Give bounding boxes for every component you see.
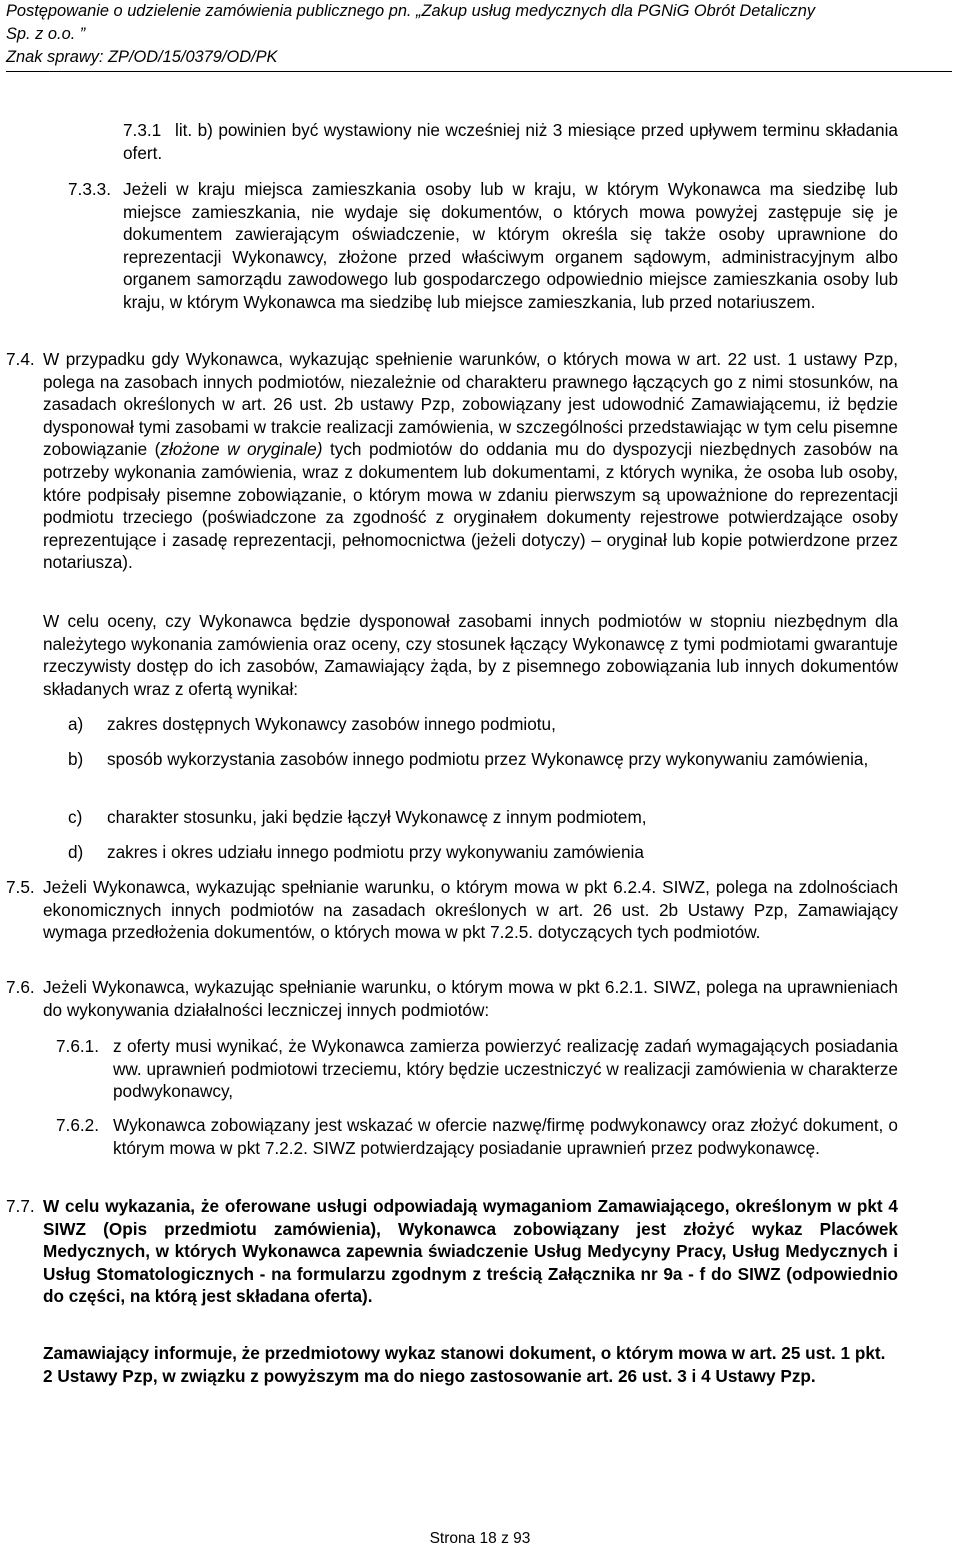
list-item-label: c)	[68, 807, 83, 827]
section-7-5-text: Jeżeli Wykonawca, wykazując spełnianie warunku, o którym mowa w pkt 6.2.4. SIWZ, polega na zdolnościach ekonomicznych innych podmiotów na zasadach określonych w art. 26 ust. 2b Ustawy Pzp, Zamawiający wymaga przedłożenia dokumentów, o których mowa w pkt 7.2.5. dotyczących tych podmiotów.	[43, 877, 898, 943]
section-7-4-italic-note: złożone w oryginale)	[160, 439, 323, 460]
section-7-3-1-number: 7.3.1	[123, 120, 162, 140]
section-7-7-text: W celu wykazania, że oferowane usługi odpowiadają wymaganiom Zamawiającego, określonym w pkt 4 SIWZ (Opis przedmiotu zamówienia), Wykonawca zobowiązany jest złożyć wykaz Placówek Medycznych, w których Wykonawca zapewnia świadczenie Usług Medycyny Pracy, Usług Medycznych i Usług Stomatologicznych - na formularzu zgodnym z treścią Załącznika nr 9a - f do SIWZ (odpowiednio do części, na którą jest składana oferta).	[43, 1196, 898, 1307]
section-7-6-text: Jeżeli Wykonawca, wykazując spełnianie warunku, o którym mowa w pkt 6.2.1. SIWZ, polega na uprawnieniach do wykonywania działalności leczniczej innych podmiotów:	[43, 977, 898, 1020]
header-case-number: Znak sprawy: ZP/OD/15/0379/OD/PK	[6, 48, 278, 66]
section-7-3-3-number: 7.3.3.	[68, 179, 112, 199]
section-7-4-number: 7.4.	[6, 349, 35, 369]
list-item-label: b)	[68, 749, 84, 769]
list-item-label: d)	[68, 842, 84, 862]
list-item-text: zakres i okres udziału innego podmiotu przy wykonywaniu zamówienia	[107, 842, 644, 862]
section-7-6-2-text: Wykonawca zobowiązany jest wskazać w ofercie nazwę/firmę podwykonawcy oraz złożyć dokument, o którym mowa w pkt 7.2.2. SIWZ potwierdzający posiadanie uprawnień przez podwykonawcę.	[113, 1115, 898, 1158]
list-item-text: charakter stosunku, jaki będzie łączył Wykonawcę z innym podmiotem,	[107, 807, 647, 827]
header-title-line1: Postępowanie o udzielenie zamówienia publicznego pn. „Zakup usług medycznych dla PGNiG Obrót Detaliczny	[6, 2, 816, 20]
page-header	[6, 0, 952, 72]
list-item-text: zakres dostępnych Wykonawcy zasobów innego podmiotu,	[107, 714, 556, 734]
section-7-6-1-number: 7.6.1.	[56, 1036, 100, 1056]
section-7-6-1-text: z oferty musi wynikać, że Wykonawca zamierza powierzyć realizację zadań wymagających posiadania ww. uprawnień podmiotowi trzeciemu, który będzie uczestniczyć w realizacji zamówienia w charakterze podwykonawcy,	[113, 1036, 898, 1102]
section-7-6-number: 7.6.	[6, 977, 35, 997]
section-7-5-number: 7.5.	[6, 877, 35, 897]
section-7-4-text: W przypadku gdy Wykonawca, wykazując spełnienie warunków, o których mowa w art. 22 ust. 1 ustawy Pzp, polega na zasobach innych podmiotów, niezależnie od charakteru prawnego łączących go z nimi stosunków, na zasadach określonych w art. 26 ust. 2b ustawy Pzp, zobowiązany jest udowodnić Zamawiającemu, iż będzie dysponował tymi zasobami w trakcie realizacji zamówienia, w szczególności przedstawiając w tym celu pisemne zobowiązanie (złożone w oryginale) tych podmiotów do oddania mu do dyspozycji niezbędnych zasobów na potrzeby wykonania zamówienia, wraz z dokumentem lub dokumentami, z których wynika, że osoba lub osoby, które podpisały pisemne zobowiązanie, o którym mowa w zdaniu pierwszym są upoważnione do reprezentacji podmiotu trzeciego (poświadczone za zgodność z oryginałem dokumenty rejestrowe potwierdzające osoby reprezentujące i zasadę reprezentacji, pełnomocnictwa (jeżeli dotyczy) – oryginał lub kopie potwierdzone przez notariusza).	[43, 349, 898, 573]
list-item-label: a)	[68, 714, 84, 734]
section-7-7-number: 7.7.	[6, 1196, 35, 1216]
section-7-6-2-number: 7.6.2.	[56, 1115, 100, 1135]
section-7-4-paragraph-2: W celu oceny, czy Wykonawca będzie dysponował zasobami innych podmiotów w stopniu niezbędnym dla należytego wykonania zamówienia oraz oceny, czy stosunek łączący Wykonawcę z tymi podmiotami gwarantuje rzeczywisty dostęp do ich zasobów, Zamawiający żąda, by z pisemnego zobowiązania lub innych dokumentów składanych wraz z ofertą wynikał:	[43, 611, 898, 699]
section-7-7-paragraph-2: Zamawiający informuje, że przedmiotowy wykaz stanowi dokument, o którym mowa w art. 25 ust. 1 pkt. 2 Ustawy Pzp, w związku z powyższym ma do niego zastosowanie art. 26 ust. 3 i 4 Ustawy Pzp.	[43, 1343, 886, 1386]
page-number: Strona 18 z 93	[429, 1530, 531, 1547]
list-item-text: sposób wykorzystania zasobów innego podmiotu przez Wykonawcę przy wykonywaniu zamówienia,	[107, 749, 869, 769]
header-title-line2: Sp. z o.o. ”	[6, 25, 86, 43]
section-7-3-3-text: Jeżeli w kraju miejsca zamieszkania osoby lub w kraju, w którym Wykonawca ma siedzibę lub miejsce zamieszkania, nie wydaje się dokumentów, o których mowa powyżej zastępuje się je dokumentem zawierającym oświadczenie, w którym określa się także osoby uprawnione do reprezentacji Wykonawcy, złożone przed właściwym organem sądowym, administracyjnym albo organem samorządu zawodowego lub gospodarczego odpowiednio miejsce zamieszkania osoby lub kraju, w którym Wykonawca ma siedzibę lub miejsce zamieszkania, lub przed notariuszem.	[123, 179, 898, 312]
section-7-3-1-text: lit. b) powinien być wystawiony nie wcześniej niż 3 miesiące przed upływem terminu składania ofert.	[123, 120, 898, 163]
